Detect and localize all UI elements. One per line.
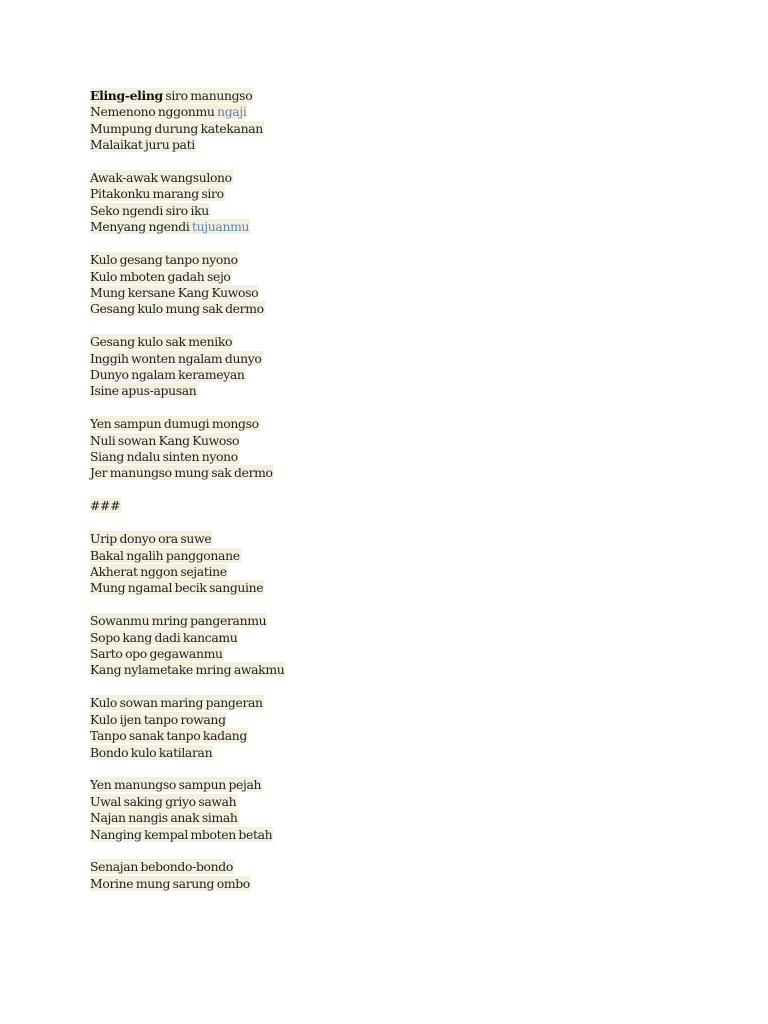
poem-line xyxy=(90,580,690,596)
poem-line xyxy=(90,416,690,432)
line-highlight xyxy=(90,137,196,152)
line-highlight xyxy=(90,613,267,628)
poem-line xyxy=(90,531,690,547)
line-text: Dunyo ngalam kerameyan xyxy=(90,366,245,382)
line-text: Siang ndalu sinten nyono xyxy=(90,449,238,465)
line-highlight xyxy=(90,301,265,316)
stanza xyxy=(90,531,690,597)
poem-line xyxy=(90,859,690,875)
poem-line xyxy=(90,203,690,219)
line-highlight xyxy=(90,285,259,300)
line-text: Najan nangis anak simah xyxy=(90,810,238,826)
poem-line xyxy=(90,613,690,629)
line-text: Gesang kulo sak meniko xyxy=(90,334,233,350)
stanza xyxy=(90,334,690,400)
line-highlight xyxy=(90,646,224,661)
poem-line xyxy=(90,465,690,481)
poem-line xyxy=(90,351,690,367)
poem-line xyxy=(90,794,690,810)
document-page xyxy=(90,88,690,909)
poem-line xyxy=(90,383,690,399)
line-text: Urip donyo ora suwe xyxy=(90,531,212,547)
line-highlight xyxy=(90,367,246,382)
line-highlight xyxy=(90,121,264,136)
line-highlight xyxy=(90,416,260,431)
line-text: Mumpung durung katekanan xyxy=(90,120,263,136)
line-text: Kulo ijen tanpo rowang xyxy=(90,711,226,727)
poem-line xyxy=(90,728,690,744)
poem-line xyxy=(90,367,690,383)
line-text: Yen manungso sampun pejah xyxy=(90,777,262,793)
line-highlight xyxy=(90,662,285,677)
line-highlight xyxy=(90,630,238,645)
line-highlight xyxy=(90,269,232,284)
poem-line xyxy=(90,285,690,301)
line-highlight xyxy=(90,876,251,891)
poem-line xyxy=(90,137,690,153)
line-text: Malaikat juru pati xyxy=(90,137,195,153)
poem-line xyxy=(90,810,690,826)
line-text: Bondo kulo katilaran xyxy=(90,744,213,760)
poem-line xyxy=(90,498,690,514)
poem-line xyxy=(90,712,690,728)
line-text: Menyang ngendi xyxy=(90,219,193,235)
line-text: Sarto opo gegawanmu xyxy=(90,646,223,662)
line-highlight xyxy=(90,745,213,760)
line-highlight xyxy=(90,252,239,267)
line-highlight xyxy=(90,219,250,234)
poem-line xyxy=(90,827,690,843)
linked-word[interactable]: ngaji xyxy=(217,104,247,120)
poem-line xyxy=(90,630,690,646)
line-text: Kulo mboten gadah sejo xyxy=(90,268,231,284)
line-highlight xyxy=(90,433,240,448)
line-text: Uwal saking griyo sawah xyxy=(90,793,237,809)
line-highlight xyxy=(90,531,212,546)
line-highlight xyxy=(90,777,262,792)
poem-line xyxy=(90,564,690,580)
poem-line xyxy=(90,662,690,678)
poem-line xyxy=(90,876,690,892)
line-highlight xyxy=(90,88,253,103)
line-text: Mung kersane Kang Kuwoso xyxy=(90,284,259,300)
line-highlight xyxy=(90,827,273,842)
line-text: Nanging kempal mboten betah xyxy=(90,826,273,842)
line-text: Pitakonku marang siro xyxy=(90,186,224,202)
line-text: Senajan bebondo-bondo xyxy=(90,859,233,875)
poem-line xyxy=(90,88,690,104)
stanza xyxy=(90,695,690,761)
poem-line xyxy=(90,334,690,350)
line-highlight xyxy=(90,186,225,201)
line-highlight xyxy=(90,203,210,218)
line-text: Nuli sowan Kang Kuwoso xyxy=(90,432,240,448)
poem-line xyxy=(90,548,690,564)
line-text: Isine apus-apusan xyxy=(90,383,197,399)
line-text: Sowanmu mring pangeranmu xyxy=(90,613,267,629)
line-highlight xyxy=(90,794,237,809)
poem-line xyxy=(90,301,690,317)
line-highlight xyxy=(90,383,197,398)
line-text: Inggih wonten ngalam dunyo xyxy=(90,350,262,366)
line-highlight xyxy=(90,580,264,595)
line-highlight xyxy=(90,810,239,825)
line-highlight xyxy=(90,712,227,727)
line-text: Morine mung sarung ombo xyxy=(90,875,250,891)
stanza xyxy=(90,613,690,679)
poem-line xyxy=(90,695,690,711)
line-highlight xyxy=(90,449,239,464)
line-highlight xyxy=(90,465,274,480)
line-text: Tanpo sanak tanpo kadang xyxy=(90,728,247,744)
line-highlight xyxy=(90,695,264,710)
line-text: Nemenono nggonmu xyxy=(90,104,218,120)
line-text: Bakal ngalih panggonane xyxy=(90,547,240,563)
line-text: Gesang kulo mung sak dermo xyxy=(90,301,264,317)
line-text: Kang nylametake mring awakmu xyxy=(90,662,285,678)
line-text: Mung ngamal becik sanguine xyxy=(90,580,264,596)
line-text: Seko ngendi siro iku xyxy=(90,202,209,218)
poem-line xyxy=(90,104,690,120)
line-highlight xyxy=(90,334,233,349)
stanza xyxy=(90,252,690,318)
stanza xyxy=(90,88,690,154)
stanza xyxy=(90,498,690,514)
title-word: Eling-eling xyxy=(90,88,163,103)
poem-line xyxy=(90,252,690,268)
poem-line xyxy=(90,186,690,202)
line-highlight xyxy=(90,564,228,579)
line-highlight xyxy=(90,104,247,119)
stanza xyxy=(90,777,690,843)
poem-line xyxy=(90,777,690,793)
line-text: Yen sampun dumugi mongso xyxy=(90,416,259,432)
line-text: Kulo sowan maring pangeran xyxy=(90,695,263,711)
poem-line xyxy=(90,170,690,186)
stanza xyxy=(90,416,690,482)
line-highlight xyxy=(90,859,234,874)
stanza xyxy=(90,859,690,892)
stanza xyxy=(90,170,690,236)
poem-line xyxy=(90,745,690,761)
line-text: Sopo kang dadi kancamu xyxy=(90,629,238,645)
line-text: ### xyxy=(90,498,121,514)
line-text: Jer manungso mung sak dermo xyxy=(90,465,273,481)
poem-line xyxy=(90,449,690,465)
poem-line xyxy=(90,121,690,137)
line-text: Kulo gesang tanpo nyono xyxy=(90,252,238,268)
line-highlight xyxy=(90,498,121,513)
line-highlight xyxy=(90,351,263,366)
line-highlight xyxy=(90,170,233,185)
line-highlight xyxy=(90,728,248,743)
poem-line xyxy=(90,433,690,449)
line-text: Akherat nggon sejatine xyxy=(90,563,227,579)
line-highlight xyxy=(90,548,241,563)
linked-word[interactable]: tujuanmu xyxy=(192,219,250,235)
poem-line xyxy=(90,269,690,285)
poem-line xyxy=(90,646,690,662)
line-text: Awak-awak wangsulono xyxy=(90,170,232,186)
line-text: siro manungso xyxy=(162,88,253,103)
poem-line xyxy=(90,219,690,235)
